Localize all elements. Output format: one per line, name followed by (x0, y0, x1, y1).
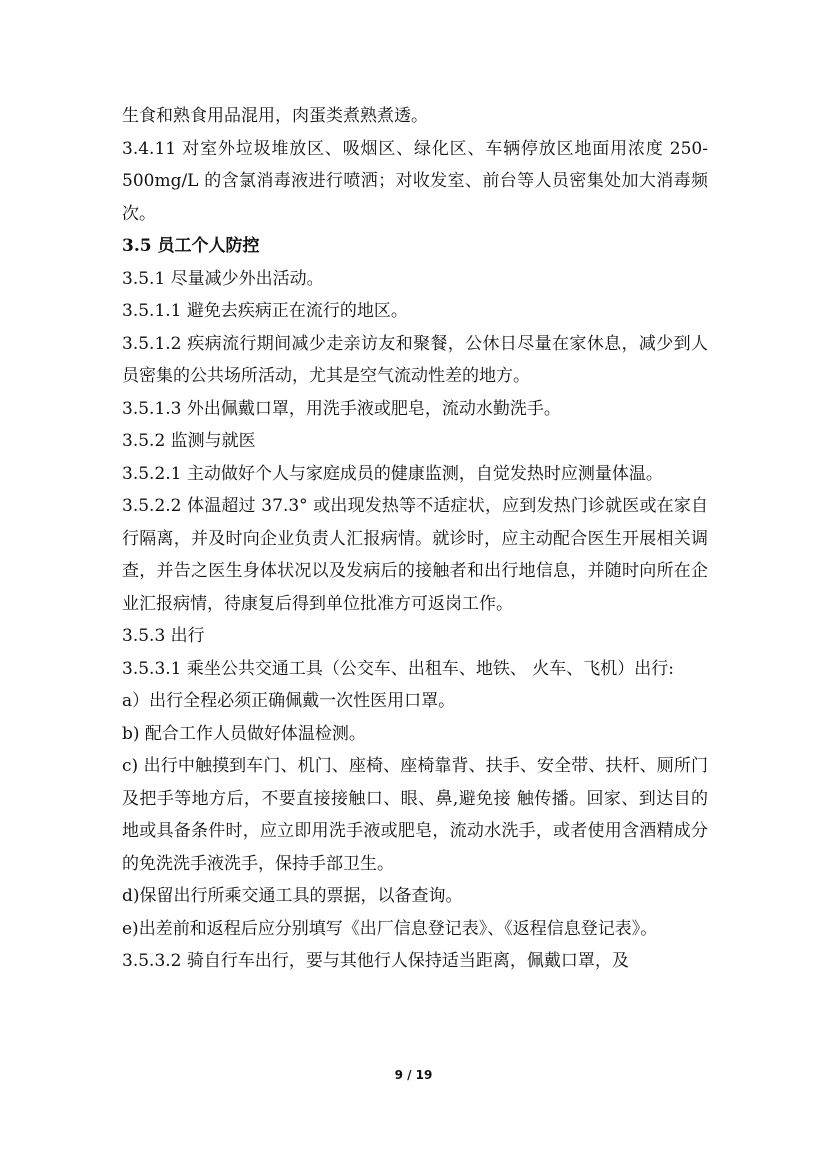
paragraph-3-5-1-1: 3.5.1.1 避免去疾病正在流行的地区。 (122, 301, 408, 321)
paragraph-3-5-2-1: 3.5.2.1 主动做好个人与家庭成员的健康监测，自觉发热时应测量体温。 (122, 463, 663, 484)
paragraph-3-5-2-2: 3.5.2.2 体温超过 37.3° 或出现发热等不适症状，应到发热门诊就医或在家自行隔离，并及时向企业负责人汇报病情。就诊时，应主动配合医生开展相关调查，并告之医生身体状况以及发病后的接触者和出行地信息，并随时向所在企业汇报病情，待康复后得到单位批准方可返岗工作。 (122, 496, 708, 614)
paragraph-3-5-1-3: 3.5.1.3 外出佩戴口罩，用洗手液或肥皂，流动水勤洗手。 (122, 398, 561, 419)
paragraph-3-5-1-2: 3.5.1.2 疾病流行期间减少走亲访友和聚餐，公休日尽量在家休息，减少到人员密集的公共场所活动，尤其是空气流动性差的地方。 (122, 333, 708, 386)
paragraph-3-5-1: 3.5.1 尽量减少外出活动。 (122, 268, 324, 289)
list-item-d: d)保留出行所乘交通工具的票据，以备查询。 (122, 886, 463, 906)
document-body (122, 100, 708, 978)
list-item-c: c) 出行中触摸到车门、机门、座椅、座椅靠背、扶手、安全带、扶杆、厕所门及把手等地方后，不要直接接触口、眼、鼻,避免接 触传播。回家、到达目的地或具备条件时，应立即用洗手液或肥皂，流动水洗手，或者使用含酒精成分的免洗洗手液洗手，保持手部卫生。 (122, 756, 708, 874)
paragraph-3-4-11: 3.4.11 对室外垃圾堆放区、吸烟区、绿化区、车辆停放区地面用浓度 250-500mg/L 的含氯消毒液进行喷洒；对收发室、前台等人员密集处加大消毒频次。 (122, 138, 708, 224)
list-item-b: b) 配合工作人员做好体温检测。 (122, 723, 366, 744)
paragraph-3-5-2: 3.5.2 监测与就医 (122, 431, 256, 451)
list-item-a: a）出行全程必须正确佩戴一次性医用口罩。 (122, 691, 456, 711)
page-number: 9 / 19 (394, 1068, 433, 1082)
paragraph-3-5-3: 3.5.3 出行 (122, 626, 205, 646)
paragraph-continuation: 生食和熟食用品混用，肉蛋类煮熟煮透。 (122, 106, 428, 126)
paragraph-3-5-3-2: 3.5.3.2 骑自行车出行，要与其他行人保持适当距离，佩戴口罩，及 (122, 951, 629, 971)
list-item-e: e)出差前和返程后应分别填写《出厂信息登记表》、《返程信息登记表》。 (122, 918, 658, 939)
paragraph-3-5-3-1: 3.5.3.1 乘坐公共交通工具（公交车、出租车、地铁、 火车、飞机）出行: (122, 658, 675, 679)
section-heading-3-5: 3.5 员工个人防控 (122, 236, 260, 256)
